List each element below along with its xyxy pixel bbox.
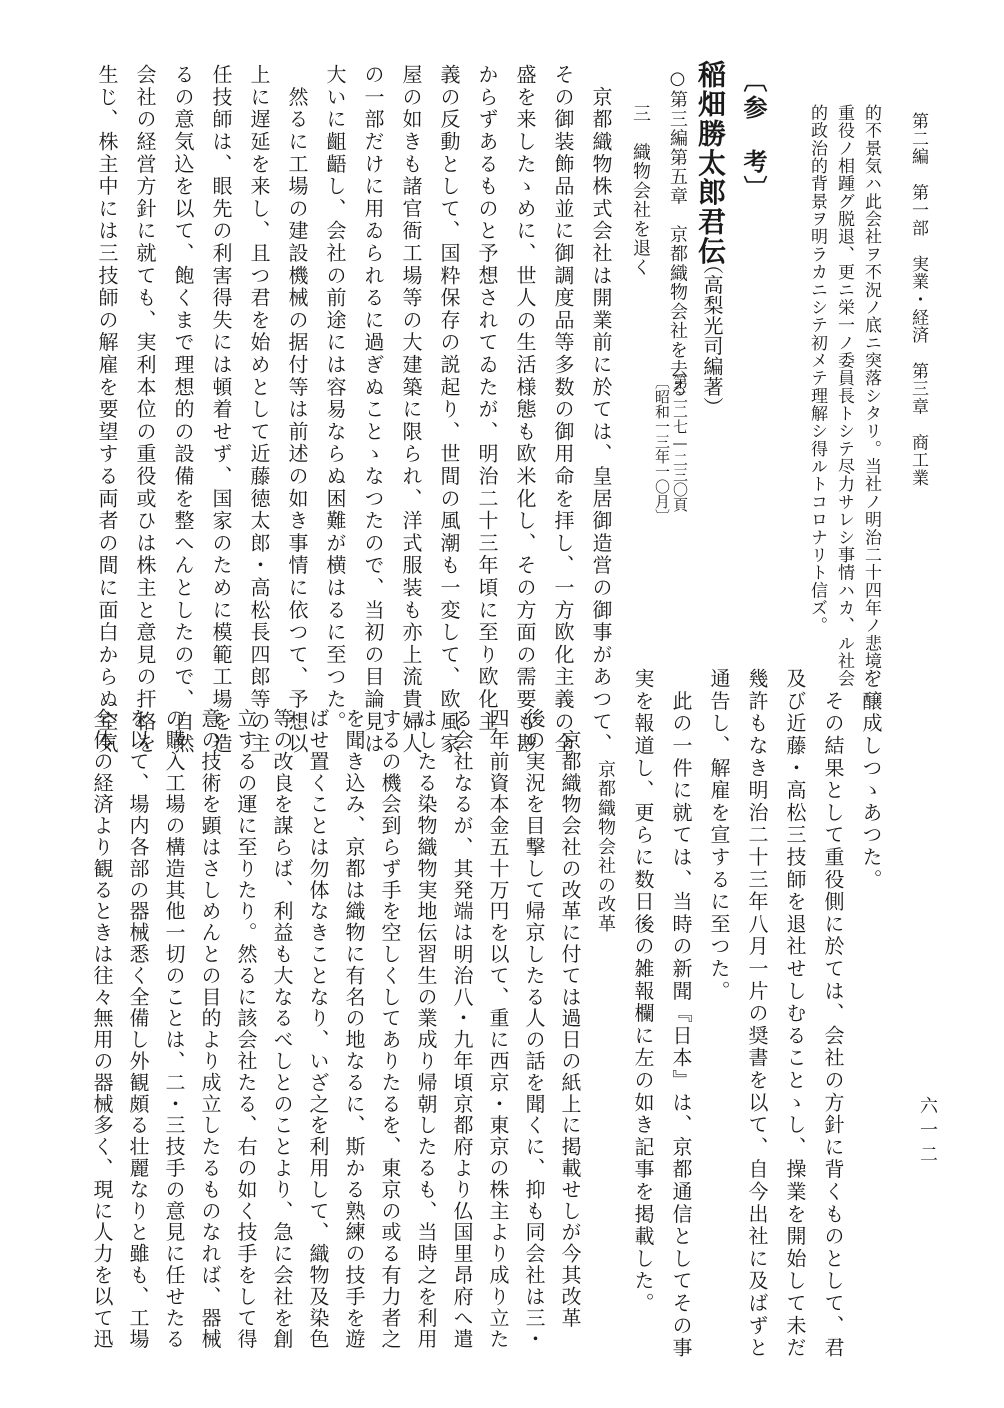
source-date: 〔昭和一三年一〇月〕 — [653, 374, 671, 524]
body-line: 幾許もなき明治二十三年八月一片の奨書を以て、自今出社に及ばずと — [745, 668, 769, 1360]
biography-author: （高梨光司編著） — [700, 254, 724, 418]
article-line: る会社なるが、其発端は明治八・九年頃京都府より仏国里昂府へ遣 — [450, 708, 474, 1350]
body-line: 盛を来したゝめに、世人の生活様態も欧米化し、その方面の需要も尠 — [513, 64, 537, 756]
body-line: 及び近藤・高松三技師を退社せしむることゝし、操業を開始して未だ — [783, 668, 807, 1360]
section-heading: 三 織物会社を退く — [630, 104, 651, 278]
body-line: その結果として重役側に於ては、会社の方針に背くものとして、君 — [821, 668, 845, 1360]
article-line: 等の改良を謀らば、利益も大なるべしとのことより、急に会社を創 — [270, 708, 294, 1350]
note-line: 的政治的背景ヲ明ラカニシテ初メテ理解シ得ルトコロナリト信ズ。 — [807, 104, 827, 635]
article-line: 京都織物会社の改革に付ては過日の紙上に掲載せしが今其改革 — [558, 708, 582, 1329]
source-pages: 第二二七—二三〇頁 — [671, 374, 689, 512]
article-line: を聞き込み、京都は織物に有名の地なるに、斯かる熟練の技手を遊 — [342, 708, 366, 1350]
body-line: 実を報道し、更らに数日後の雑報欄に左の如き記事を掲載した。 — [631, 668, 655, 1315]
body-line: 此の一件に就ては、当時の新聞『日本』は、京都通信としてその事 — [669, 668, 693, 1360]
body-line: からずあるものと予想されてゐたが、明治二十三年頃に至り欧化主 — [475, 64, 499, 733]
body-line: るの意気込を以て、飽くまで理想的の設備を整へんとしたので、自然 — [171, 64, 195, 756]
article-line: 意の技術を顕はさしめんとの目的より成立したるものなれば、器械 — [198, 708, 222, 1350]
body-line: その御装飾品並に御調度品等多数の御用命を拝し、一方欧化主義の全 — [551, 64, 575, 756]
page-number: 六一二 — [917, 1096, 938, 1169]
body-line: 通告し、解雇を宣するに至つた。 — [707, 668, 731, 1003]
biography-title: 稲畑勝太郎君伝 — [694, 60, 727, 266]
reference-label: 〔参 考〕 — [739, 68, 768, 203]
article-line: はしたる染物織物実地伝習生の業成り帰朝したるも、当時之を利用 — [414, 708, 438, 1350]
body-line: 任技師は、眼先の利害得失には頓着せず、国家のために模範工場を造 — [209, 64, 233, 756]
running-header: 第二編 第一部 実業・経済 第三章 商工業 — [908, 112, 928, 487]
body-line: 大いに齟齬し、会社の前途には容易ならぬ困難が横はるに至つた。 — [323, 64, 347, 733]
article-line: を以て、場内各部の器械悉く全備し外観頗る壮麗なりと雖も、工場 — [126, 708, 150, 1350]
chapter-heading: ○第三編第五章 京都織物会社を去る — [667, 68, 688, 399]
article-line: ばせ置くことは勿体なきことなり、いざ之を利用して、織物及染色 — [306, 708, 330, 1350]
article-line: 立するの運に至りたり。然るに該会社たる、右の如く技手をして得 — [234, 708, 258, 1350]
article-line: 後の実況を目撃して帰京したる人の話を聞くに、抑も同会社は三・ — [522, 708, 546, 1350]
body-line: の一部だけに用ゐられるに過ぎぬことゝなつたので、当初の目論見は — [361, 64, 385, 756]
body-line: 会社の経営方針に就ても、実利本位の重役或ひは株主と意見の扞格を — [133, 64, 157, 756]
body-line: 上に遅延を来し、且つ君を始めとして近藤徳太郎・高松長四郎等の主 — [247, 64, 271, 756]
article-line: の購入工場の構造其他一切のことは、二・三技手の意見に任せたる — [162, 708, 186, 1350]
body-line: を醸成しつゝあつた。 — [859, 668, 883, 891]
body-line: 然るに工場の建設機械の据付等は前述の如き事情に依つて、予想以 — [285, 64, 309, 756]
note-line: 的不景気ハ此会社ヲ不況ノ底ニ突落シタリ。当社ノ明治二十四年ノ悲境、 — [861, 104, 881, 688]
note-line: 重役ノ相踵グ脱退、更ニ栄一ノ委員長トシテ尽力サレシ事情ハカ、ル社会 — [834, 104, 854, 688]
article-line: するの機会到らず手を空しくしてありたるを、東京の或る有力者之 — [378, 708, 402, 1350]
article-heading: 京都織物会社の改革 — [595, 760, 616, 934]
article-line: 全体の経済より観るときは往々無用の器械多く、現に人力を以て迅 — [90, 708, 114, 1350]
body-line: 京都織物株式会社は開業前に於ては、皇居御造営の御事があつて、 — [589, 64, 613, 756]
article-line: 四年前資本金五十万円を以て、重に西京・東京の株主より成り立た — [486, 708, 510, 1350]
body-line: 屋の如きも諸官衙工場等の大建築に限られ、洋式服装も亦上流貴婦人 — [399, 64, 423, 756]
body-line: 生じ、株主中には三技師の解雇を要望する両者の間に面白からぬ空気 — [95, 64, 119, 756]
body-line: 義の反動として、国粋保存の説起り、世間の風潮も一変して、欧風家 — [437, 64, 461, 756]
